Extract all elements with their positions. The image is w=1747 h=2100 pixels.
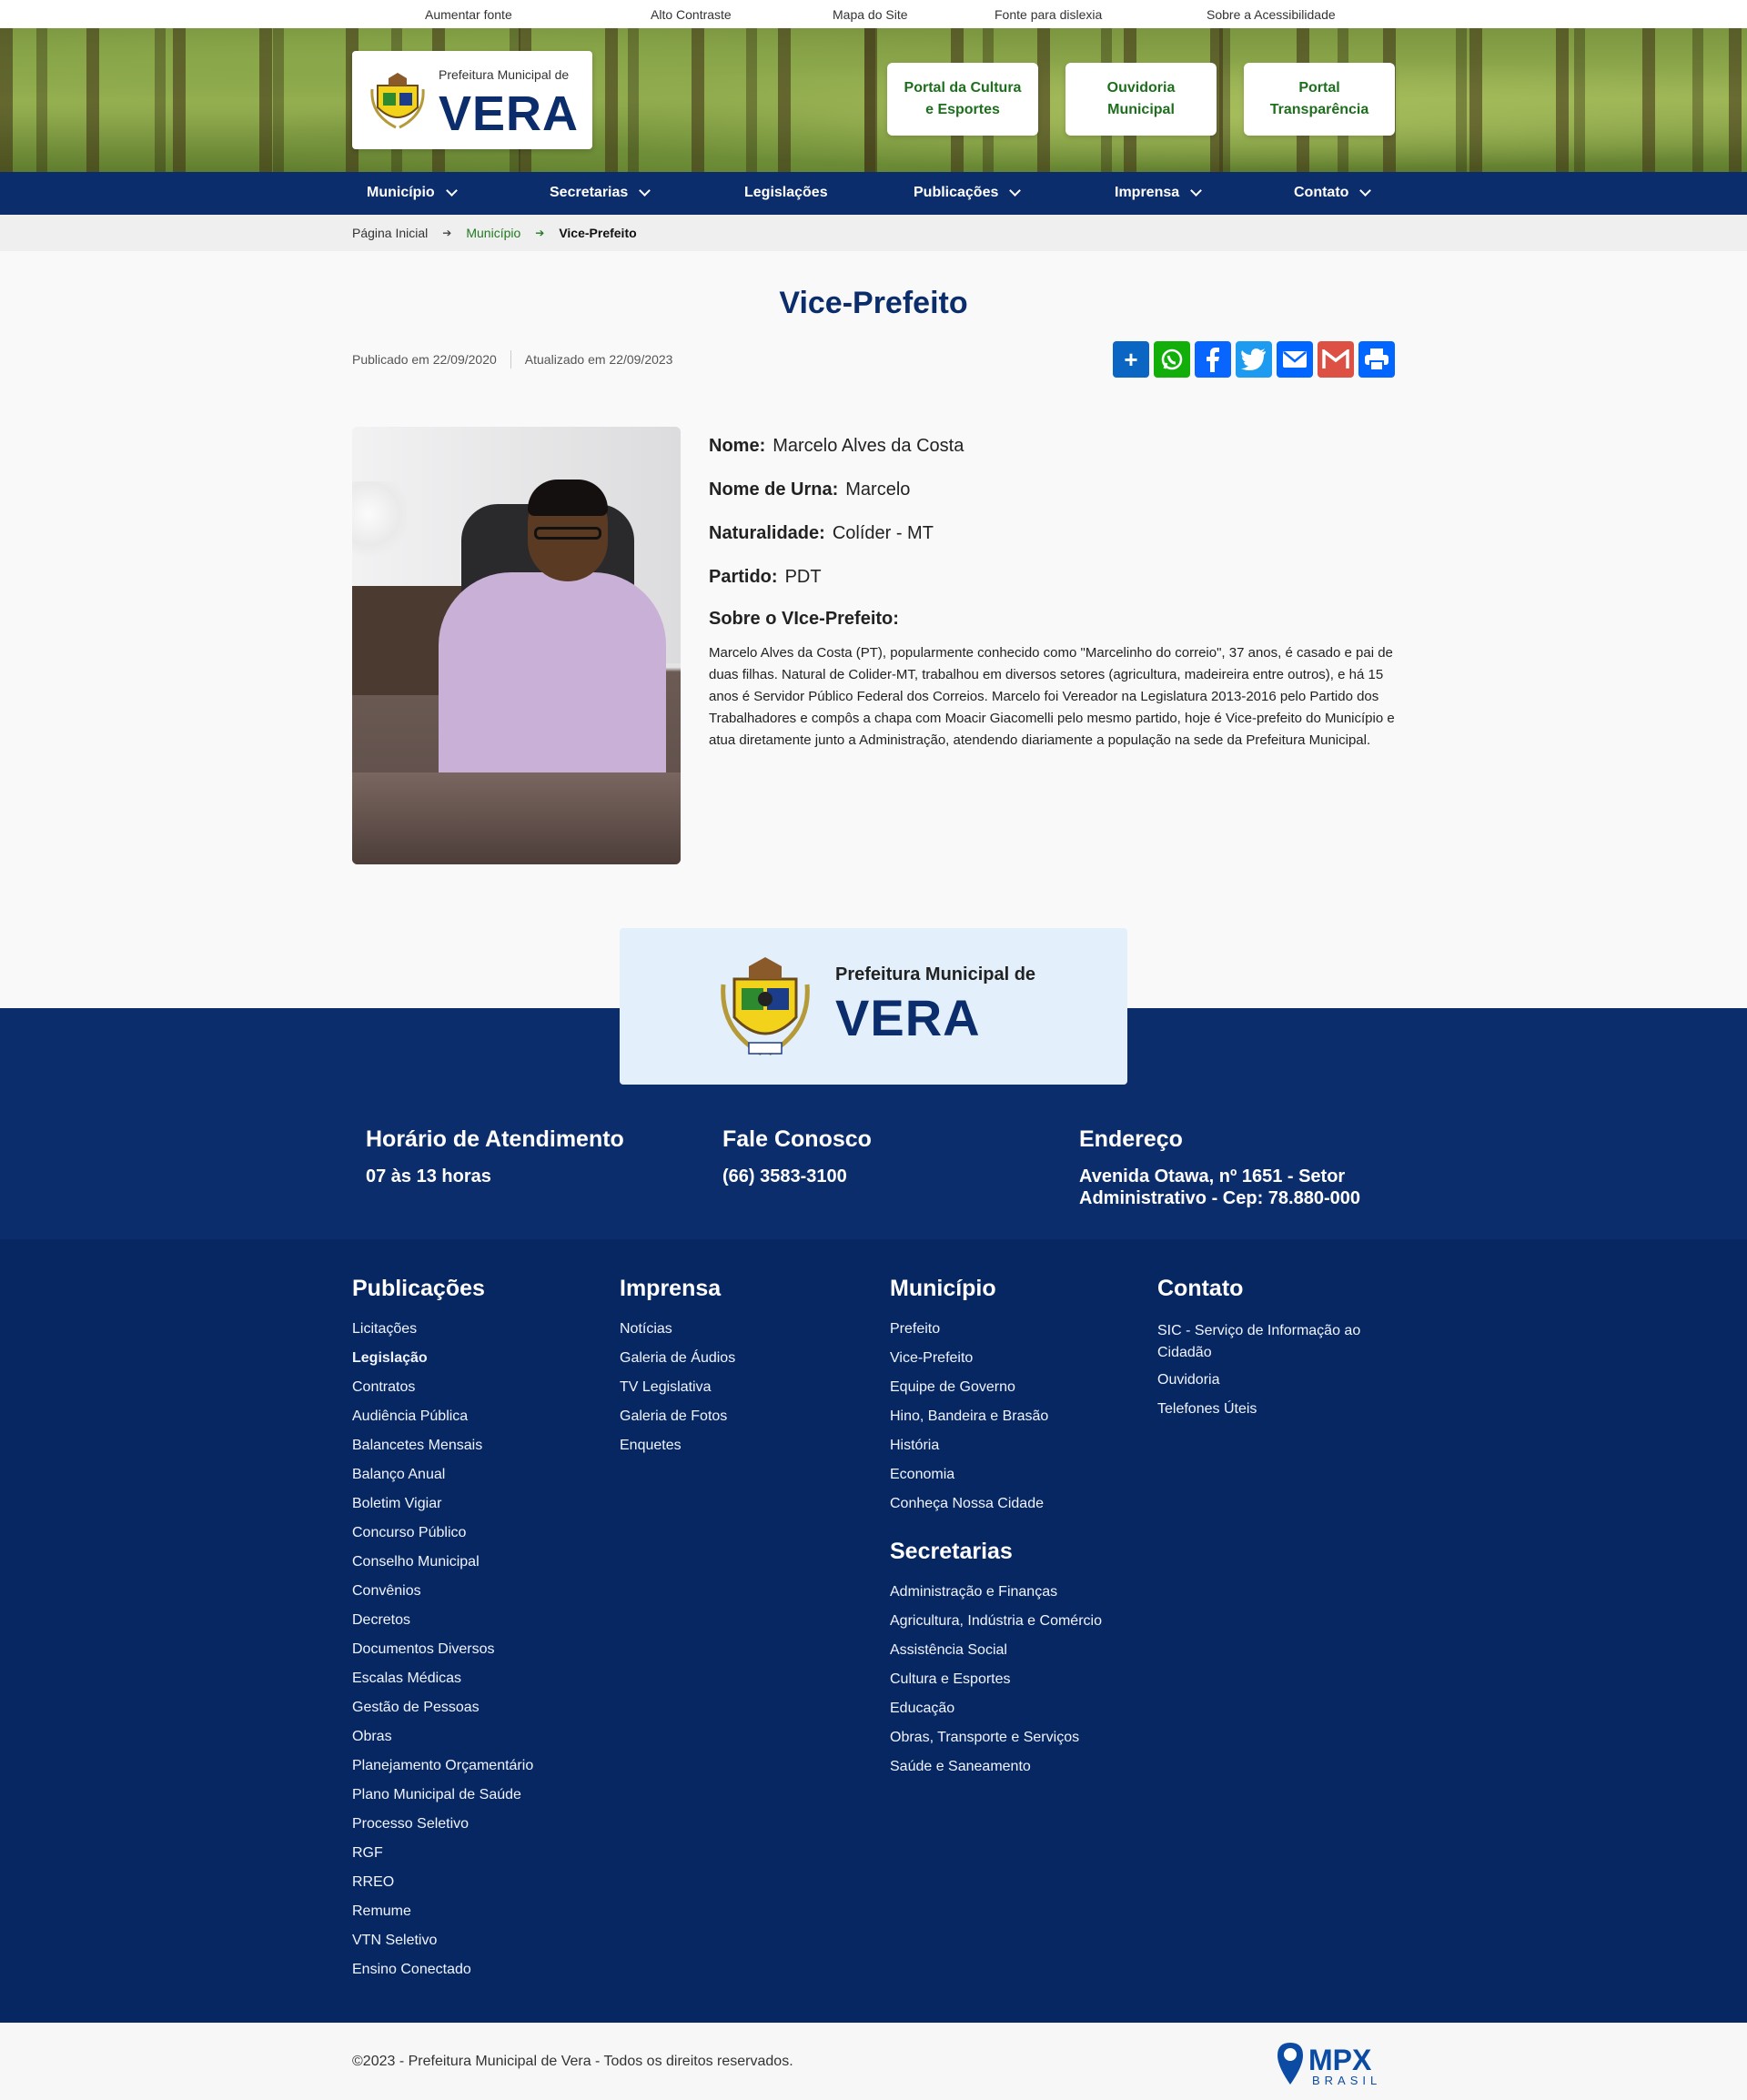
footer-logo[interactable] [620,928,1127,1085]
nav-legislacoes[interactable] [744,185,828,201]
footer-link[interactable]: Contratos [352,1379,416,1395]
accessibility-bar [0,0,1747,28]
mpx-brand-sub: BRASIL [1312,2074,1382,2087]
transparency-portal-button[interactable]: Portal Transparência [1244,63,1395,136]
field-label: Naturalidade: [709,523,825,543]
footer-col-title: Publicações [352,1276,485,1301]
footer-link[interactable]: Ensino Conectado [352,1962,471,1977]
footer-link[interactable]: História [890,1438,940,1453]
footer-link[interactable]: Agricultura, Indústria e Comércio [890,1613,1102,1629]
twitter-icon[interactable] [1236,341,1272,378]
footer-link[interactable]: Processo Seletivo [352,1816,470,1832]
chevron-down-icon [1190,185,1202,197]
arrow-right-icon: ➔ [442,227,452,239]
field-ballot-name [709,478,1395,501]
footer-link[interactable]: Telefones Úteis [1157,1401,1257,1417]
chevron-down-icon [446,185,458,197]
vice-mayor-photo [352,427,681,864]
facebook-icon[interactable] [1195,341,1231,378]
ombudsman-button[interactable]: Ouvidoria Municipal [1065,63,1217,136]
chevron-down-icon [639,185,651,197]
header [0,28,1747,172]
nav-label: Legislações [744,185,828,200]
address [1079,1126,1407,1209]
nav-imprensa[interactable] [1115,185,1200,201]
footer-link[interactable]: Prefeito [890,1321,941,1337]
breadcrumb [0,215,1747,251]
coat-of-arms-icon [718,952,813,1063]
post-meta [352,350,672,369]
footer-link[interactable]: Galeria de Áudios [620,1350,736,1366]
footer-link[interactable]: SIC - Serviço de Informação ao Cidadão [1157,1323,1361,1360]
arrow-right-icon: ➔ [535,227,545,239]
footer-link[interactable]: Obras, Transporte e Serviços [890,1730,1080,1745]
logo-title: VERA [835,989,981,1046]
info-title: Horário de Atendimento [366,1126,624,1152]
footer-link[interactable]: Administração e Finanças [890,1584,1058,1600]
about-accessibility-link[interactable]: Sobre a Acessibilidade [1207,7,1336,22]
print-icon[interactable] [1358,341,1395,378]
footer-link[interactable]: Planejamento Orçamentário [352,1758,534,1773]
nav-label: Imprensa [1115,185,1180,200]
field-value: Marcelo [845,480,911,500]
footer-link[interactable]: Galeria de Fotos [620,1408,728,1424]
footer-link[interactable]: Licitações [352,1321,418,1337]
increase-font-link[interactable]: Aumentar fonte [425,7,512,22]
profile-info [709,434,1395,752]
published-date: Publicado em 22/09/2020 [352,352,497,367]
nav-municipio[interactable] [367,185,456,201]
main-nav [0,172,1747,215]
opening-hours [366,1126,624,1187]
field-value: Marcelo Alves da Costa [773,436,964,456]
field-origin [709,521,1395,545]
copyright-text: ©2023 - Prefeitura Municipal de Vera - Todos os direitos reservados. [352,2054,793,2069]
contact-phone [722,1126,872,1187]
field-name [709,434,1395,458]
nav-label: Publicações [914,185,999,200]
logo-title: VERA [439,86,580,141]
footer-link[interactable]: Gestão de Pessoas [352,1700,480,1715]
footer-links [0,1239,1747,2023]
footer-col-municipio [890,1276,1102,1787]
header-logo[interactable] [352,51,592,149]
footer-link[interactable]: TV Legislativa [620,1379,712,1395]
footer-link[interactable]: Audiência Pública [352,1408,469,1424]
nav-publicacoes[interactable] [914,185,1019,201]
share-toolbar [1113,341,1395,378]
footer-col-title: Imprensa [620,1276,722,1301]
footer-link[interactable]: Saúde e Saneamento [890,1759,1031,1774]
email-icon[interactable] [1277,341,1313,378]
footer-link[interactable]: Economia [890,1467,955,1482]
field-label: Nome: [709,436,766,456]
field-label: Partido: [709,567,778,587]
whatsapp-icon[interactable] [1154,341,1190,378]
nav-secretarias[interactable] [550,185,649,201]
share-add-icon[interactable]: + [1113,341,1149,378]
footer-link[interactable]: Hino, Bandeira e Brasão [890,1408,1049,1424]
footer-link[interactable]: RGF [352,1845,383,1861]
footer-link[interactable]: Conselho Municipal [352,1554,480,1570]
footer-col-publicacoes [352,1276,533,1990]
nav-label: Contato [1294,185,1349,200]
culture-portal-button[interactable]: Portal da Cultura e Esportes [887,63,1038,136]
gmail-icon[interactable] [1318,341,1354,378]
footer-link[interactable]: Obras [352,1729,392,1744]
footer-link[interactable]: Educação [890,1701,955,1716]
footer-col-imprensa [620,1276,735,1466]
footer-col-title: Secretarias [890,1539,1013,1564]
info-value: 07 às 13 horas [366,1166,491,1186]
site-map-link[interactable]: Mapa do Site [833,7,908,22]
footer-link[interactable]: Cultura e Esportes [890,1671,1011,1687]
profile-section [352,427,1395,863]
footer-link[interactable]: Ouvidoria [1157,1372,1220,1388]
footer-link[interactable]: VTN Seletivo [352,1933,438,1948]
mpx-brand-name: MPX [1308,2044,1372,2076]
info-value[interactable]: (66) 3583-3100 [722,1166,847,1186]
footer-link[interactable]: Remume [352,1903,411,1919]
info-value: Avenida Otawa, nº 1651 - Setor Administrativo - Cep: 78.880-000 [1079,1166,1360,1208]
coat-of-arms-icon [370,69,425,133]
info-title: Fale Conosco [722,1126,872,1152]
footer-link[interactable]: Decretos [352,1612,411,1628]
logo-pre-title: Prefeitura Municipal de [439,67,570,82]
footer-link[interactable]: Enquetes [620,1438,682,1453]
updated-date: Atualizado em 22/09/2023 [524,352,673,367]
breadcrumb-home-link[interactable]: Página Inicial [352,226,429,240]
logo-pre-title: Prefeitura Municipal de [835,964,1036,984]
footer-link[interactable]: Conheça Nossa Cidade [890,1496,1044,1511]
mpx-brasil-logo-icon[interactable] [1274,2039,1397,2089]
field-party [709,565,1395,589]
page-title: Vice-Prefeito [779,286,968,320]
chevron-down-icon [1360,185,1372,197]
footer-link[interactable]: Escalas Médicas [352,1671,462,1686]
footer-col-title: Contato [1157,1276,1244,1301]
info-title: Endereço [1079,1126,1183,1152]
field-value: Colíder - MT [832,523,934,543]
divider [510,350,511,369]
footer-link[interactable]: Concurso Público [352,1525,467,1540]
footer-link[interactable]: Convênios [352,1583,421,1599]
breadcrumb-current: Vice-Prefeito [559,226,637,240]
footer-link[interactable]: Boletim Vigiar [352,1496,442,1511]
high-contrast-link[interactable]: Alto Contraste [651,7,732,22]
biography-text: Marcelo Alves da Costa (PT), popularmente conhecido como "Marcelinho do correio", 37 anos, é casado e pai de duas filhas. Natural de Colider-MT, trabalhou em diversos setores (agricultura, madeireira entre outros), e há 15 anos é Servidor Público Federal dos Correios. Marcelo foi Vereador na Legislatura 2013-2016 pelo Partido dos Trabalhadores e compôs a chapa com Moacir Giacomelli pelo mesmo partido, hoje é Vice-prefeito do Município e atua diretamente junto a Administração, atendendo diariamente a população na sede da Prefeitura Municipal. [709,645,1395,748]
footer-link[interactable]: Balanço Anual [352,1467,446,1482]
footer-link[interactable]: Vice-Prefeito [890,1350,974,1366]
dyslexia-font-link[interactable]: Fonte para dislexia [995,7,1103,22]
copyright-bar [0,2023,1747,2100]
footer-link[interactable]: Equipe de Governo [890,1379,1015,1395]
field-value: PDT [784,567,822,587]
nav-label: Secretarias [550,185,629,200]
chevron-down-icon [1010,185,1022,197]
about-heading: Sobre o VIce-Prefeito: [709,609,899,629]
field-label: Nome de Urna: [709,480,839,500]
main-content [352,286,1395,863]
footer-link[interactable]: Assistência Social [890,1642,1007,1658]
footer-col-contato [1157,1276,1394,1429]
nav-label: Município [367,185,435,200]
footer-link[interactable]: Notícias [620,1321,672,1337]
footer-link[interactable]: RREO [352,1874,395,1890]
breadcrumb-municipio-link[interactable]: Município [466,226,521,240]
footer-link[interactable]: Legislação [352,1350,428,1366]
footer-link[interactable]: Documentos Diversos [352,1641,495,1657]
footer-link[interactable]: Plano Municipal de Saúde [352,1787,521,1802]
footer-col-title: Município [890,1276,996,1301]
nav-contato[interactable] [1294,185,1369,201]
footer-link[interactable]: Balancetes Mensais [352,1438,483,1453]
